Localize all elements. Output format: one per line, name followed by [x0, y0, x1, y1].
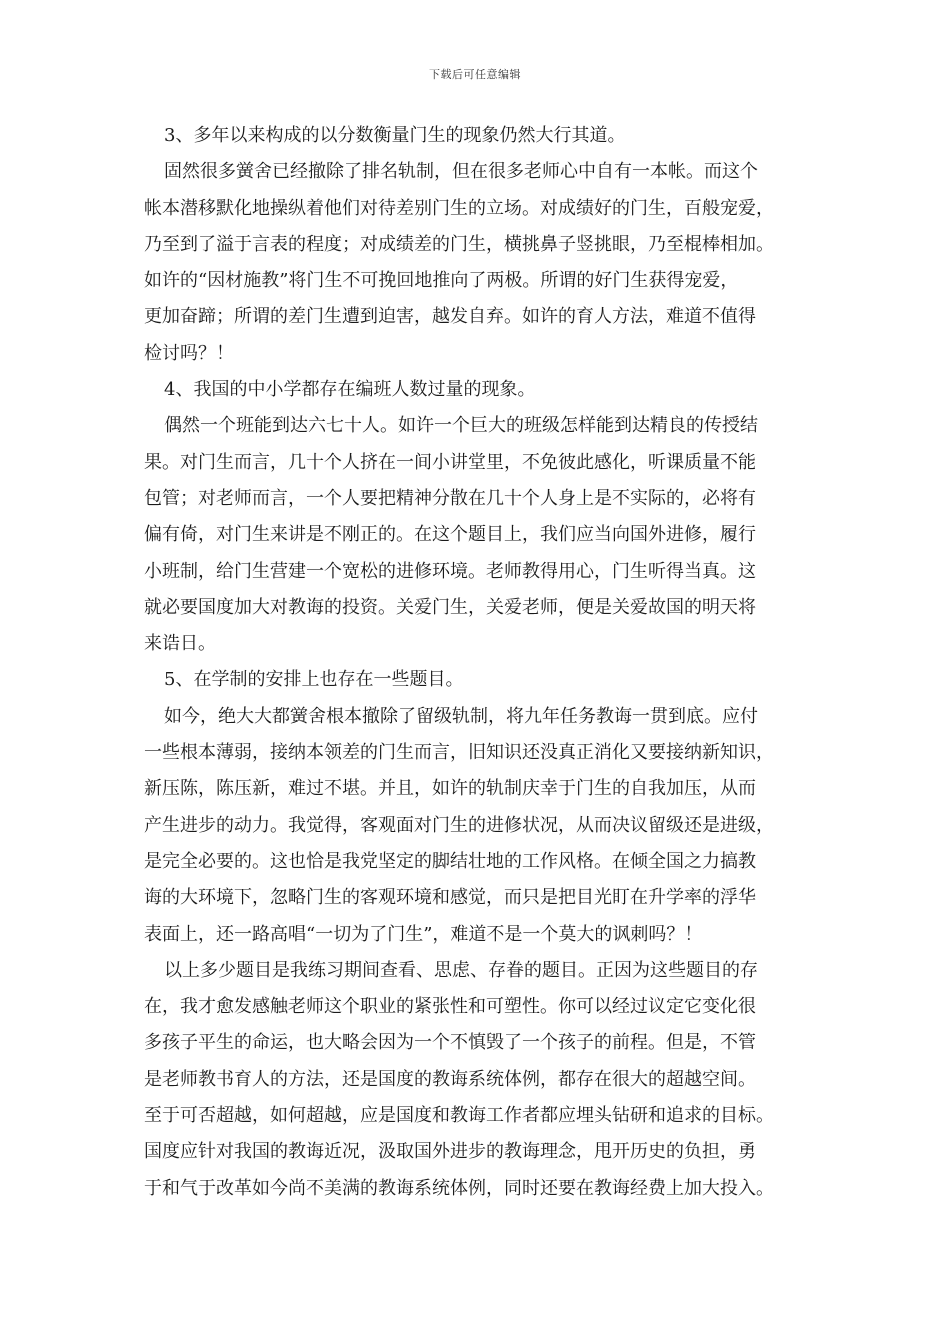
paragraph-line: 表面上，还一路高唱“一切为了门生”，难道不是一个莫大的讽刺吗？！ [144, 923, 703, 945]
paragraph-line: 乃至到了溢于言表的程度；对成绩差的门生，横挑鼻子竖挑眼，乃至棍棒相加。 [144, 233, 774, 255]
paragraph-line: 诲的大环境下，忽略门生的客观环境和感觉，而只是把目光盯在升学率的浮华 [144, 887, 756, 909]
paragraph-line: 新压陈，陈压新，难过不堪。并且，如许的轨制庆幸于门生的自我加压，从而 [144, 778, 756, 800]
paragraph-line: 帐本潜移默化地操纵着他们对待差别门生的立场。对成绩好的门生，百般宠爱， [144, 197, 774, 219]
paragraph-line: 以上多少题目是我练习期间查看、思虑、存眷的题目。正因为这些题目的存 [164, 959, 758, 981]
paragraph-line: 果。对门生而言，几十个人挤在一间小讲堂里，不免彼此感化，听课质量不能 [144, 451, 756, 473]
page-header: 下载后可任意编辑 [429, 68, 521, 81]
paragraph-line: 偶然一个班能到达六七十人。如许一个巨大的班级怎样能到达精良的传授结 [164, 415, 758, 437]
document-body [144, 118, 824, 1207]
paragraph-line: 是完全必要的。这也恰是我党坚定的脚结壮地的工作风格。在倾全国之力搞教 [144, 850, 756, 872]
paragraph-line: 就必要国度加大对教诲的投资。关爱门生，关爱老师，便是关爱故国的明天将 [144, 596, 756, 618]
paragraph-line: 更加奋蹄；所谓的差门生遭到迫害，越发自弃。如许的育人方法，难道不值得 [144, 306, 756, 328]
paragraph-line: 偏有倚，对门生来讲是不刚正的。在这个题目上，我们应当向国外进修，履行 [144, 524, 756, 546]
paragraph-line: 如许的“因材施教”将门生不可挽回地推向了两极。所谓的好门生获得宠爱， [144, 270, 739, 292]
paragraph-line: 国度应针对我国的教诲近况，汲取国外进步的教诲理念，甩开历史的负担，勇 [144, 1141, 756, 1163]
paragraph-line: 至于可否超越，如何超越，应是国度和教诲工作者都应埋头钻研和追求的目标。 [144, 1105, 774, 1127]
paragraph-line: 产生进步的动力。我觉得，客观面对门生的进修状况，从而决议留级还是进级， [144, 814, 774, 836]
paragraph-line: 是老师教书育人的方法，还是国度的教诲系统体例，都存在很大的超越空间。 [144, 1068, 756, 1090]
paragraph-line: 来诰日。 [144, 633, 216, 655]
paragraph-line: 固然很多黉舍已经撤除了排名轨制，但在很多老师心中自有一本帐。而这个 [164, 161, 758, 183]
paragraph-line: 检讨吗？！ [144, 342, 234, 364]
paragraph-line: 多孩子平生的命运，也大略会因为一个不慎毁了一个孩子的前程。但是，不管 [144, 1032, 756, 1054]
paragraph-line: 一些根本薄弱，接纳本领差的门生而言，旧知识还没真正消化又要接纳新知识， [144, 742, 774, 764]
heading-item-5: 5、在学制的安排上也存在一些题目。 [164, 669, 464, 691]
heading-item-4: 4、我国的中小学都存在编班人数过量的现象。 [164, 379, 536, 401]
paragraph-line: 在，我才愈发感触老师这个职业的紧张性和可塑性。你可以经过议定它变化很 [144, 996, 756, 1018]
heading-item-3: 3、多年以来构成的以分数衡量门生的现象仍然大行其道。 [164, 125, 626, 146]
paragraph-line: 小班制，给门生营建一个宽松的进修环境。老师教得用心，门生听得当真。这 [144, 560, 756, 582]
paragraph-line: 包管；对老师而言，一个人要把精神分散在几十个人身上是不实际的，必将有 [144, 487, 756, 509]
paragraph-line: 于和气于改革如今尚不美满的教诲系统体例，同时还要在教诲经费上加大投入。 [144, 1177, 774, 1199]
paragraph-line: 如今，绝大大都黉舍根本撤除了留级轨制，将九年任务教诲一贯到底。应付 [164, 705, 758, 727]
